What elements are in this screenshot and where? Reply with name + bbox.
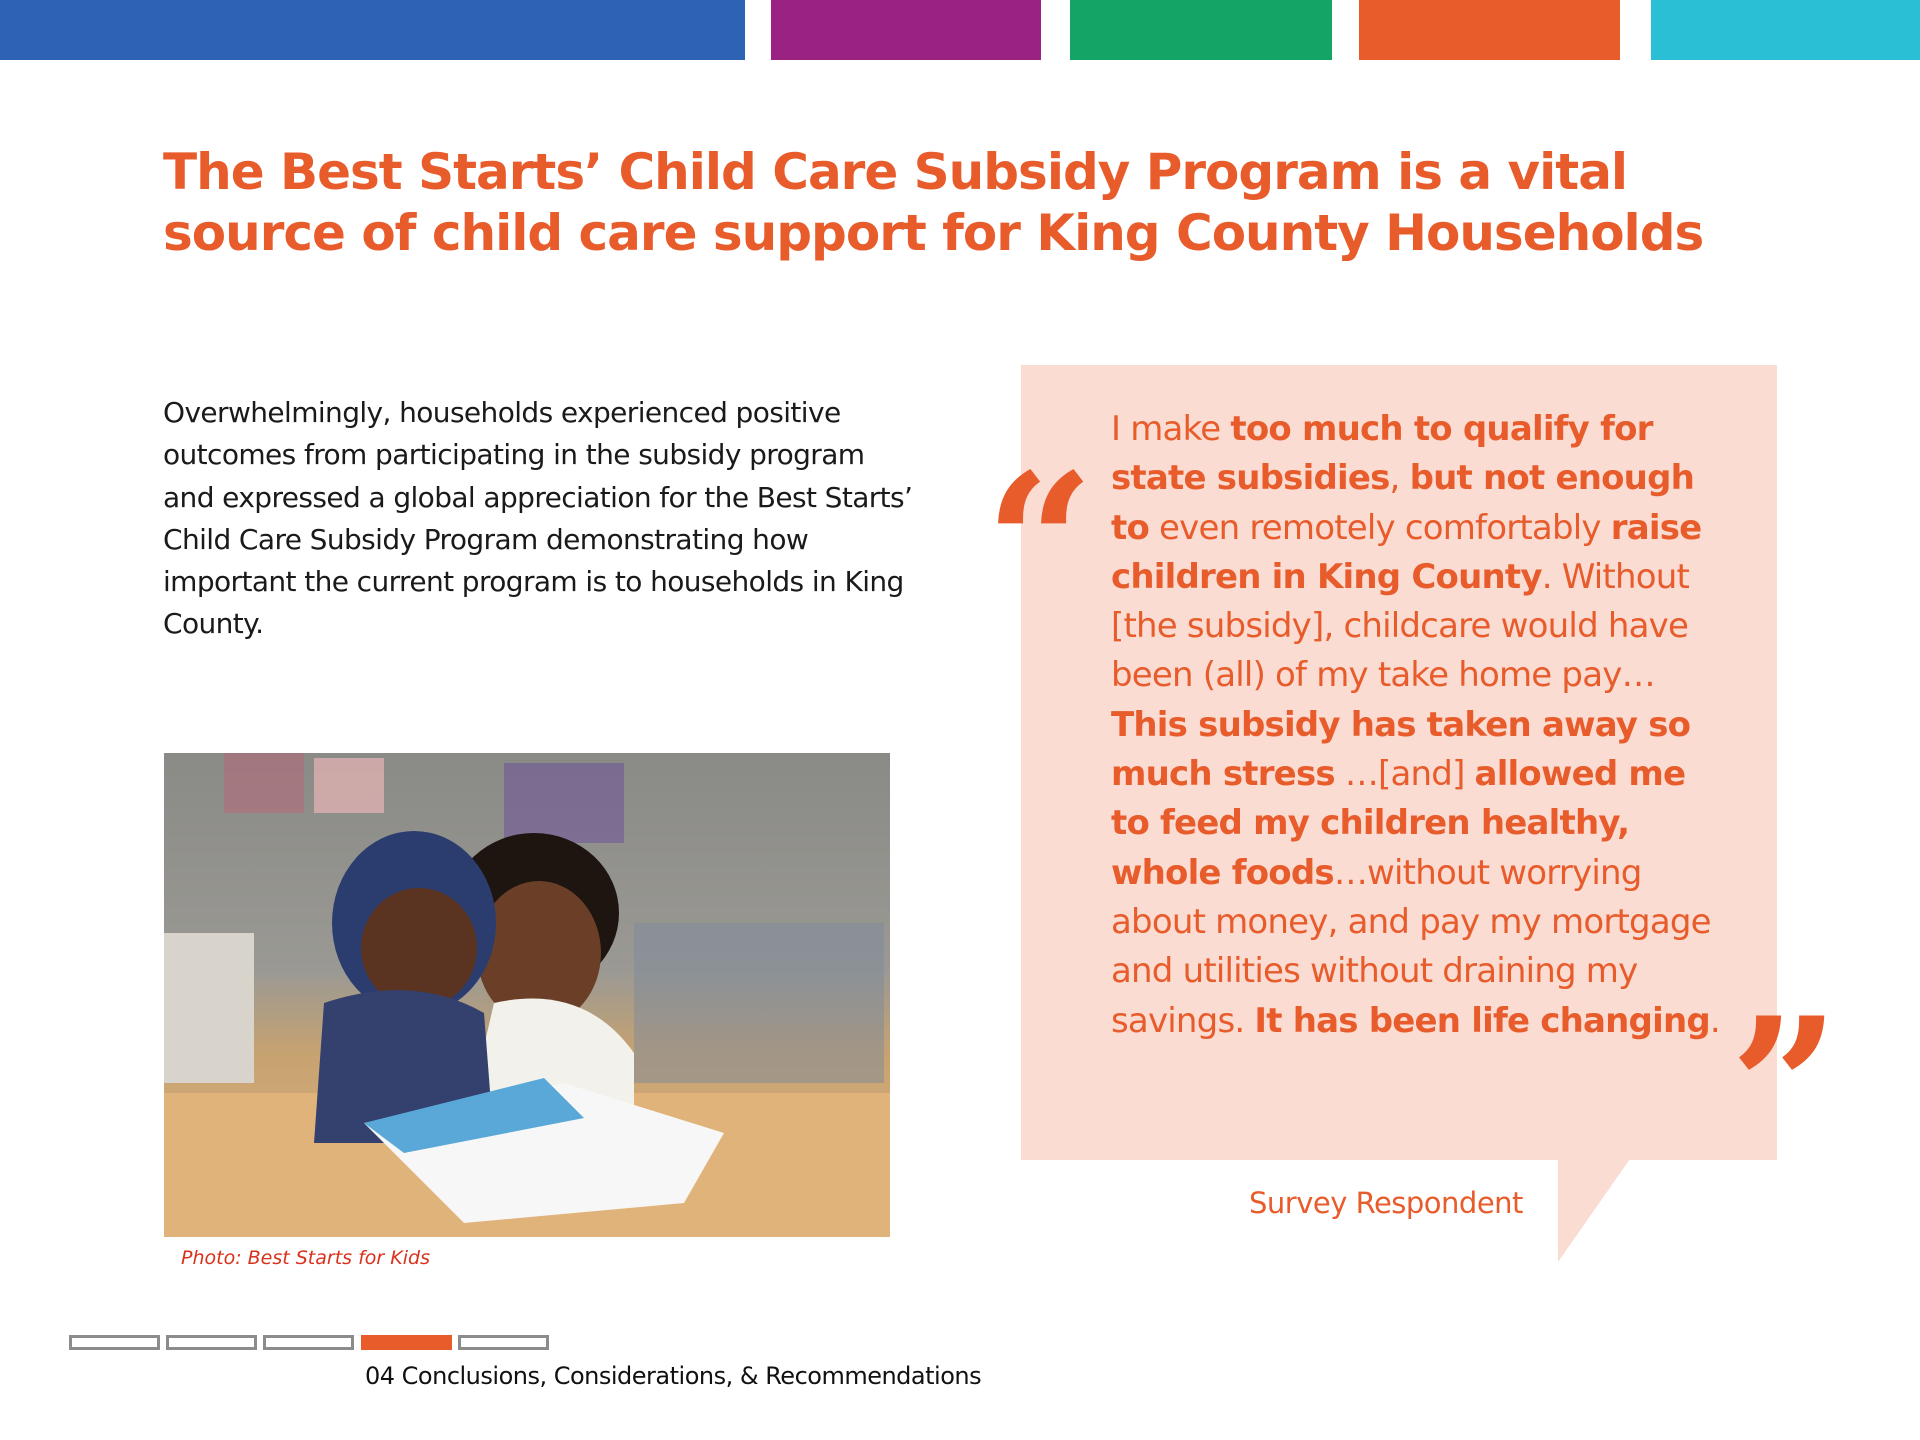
quote-emphasis: allowed me to feed my children healthy, whole foods bbox=[1111, 754, 1686, 893]
color-bar-purple bbox=[771, 0, 1041, 60]
open-quote-icon: “ bbox=[985, 432, 1095, 655]
progress-segment-4 bbox=[361, 1335, 452, 1350]
quote-segment: , bbox=[1389, 458, 1410, 499]
progress-segment-1 bbox=[69, 1335, 160, 1350]
quote-attribution: Survey Respondent bbox=[1249, 1186, 1523, 1220]
quote-segment: I make bbox=[1111, 409, 1231, 449]
photo-children-reading bbox=[164, 753, 890, 1237]
quote-segment: . Without [the subsidy], childcare would have been (all) of my take home pay… bbox=[1111, 556, 1689, 696]
progress-segment-2 bbox=[166, 1335, 257, 1350]
body-paragraph: Overwhelmingly, households experienced positive outcomes from participating in the subsidy program and expressed a global appreciation for the Best Starts’ Child Care Subsidy Program demonstrating how important the current program is to households in King County. bbox=[163, 396, 913, 641]
quote-segment: …without worrying about money, and pay my mortgage and utilities without draining my savings. bbox=[1111, 852, 1711, 1041]
progress-segment-3 bbox=[263, 1335, 354, 1350]
section-footer: 04 Conclusions, Considerations, & Recommendations bbox=[365, 1362, 982, 1390]
photo-caption: Photo: Best Starts for Kids bbox=[181, 1247, 430, 1269]
quote-segment: …[and] bbox=[1334, 754, 1475, 795]
quote-emphasis: It has been life changing bbox=[1254, 1000, 1710, 1041]
quote-emphasis: This subsidy has taken away so much stress bbox=[1111, 704, 1691, 795]
quote-emphasis: raise children in King County bbox=[1111, 507, 1702, 597]
color-bar-green bbox=[1070, 0, 1332, 60]
color-bar-orange bbox=[1359, 0, 1620, 60]
close-quote-icon: ” bbox=[1730, 976, 1840, 1199]
page-title: The Best Starts’ Child Care Subsidy Program is a vital source of child care support for King County Households bbox=[163, 143, 1704, 262]
quote-segment: . bbox=[1709, 1000, 1720, 1041]
quote-text bbox=[1111, 405, 1721, 1046]
color-bar-cyan bbox=[1651, 0, 1920, 60]
quote-segment: even remotely comfortably bbox=[1149, 507, 1611, 548]
progress-segment-5 bbox=[458, 1335, 549, 1350]
quote-emphasis: but not enough to bbox=[1111, 458, 1695, 548]
quote-box-tail bbox=[1558, 1159, 1630, 1262]
quote-emphasis: too much to qualify for state subsidies bbox=[1111, 409, 1653, 499]
color-bar-blue bbox=[0, 0, 745, 60]
